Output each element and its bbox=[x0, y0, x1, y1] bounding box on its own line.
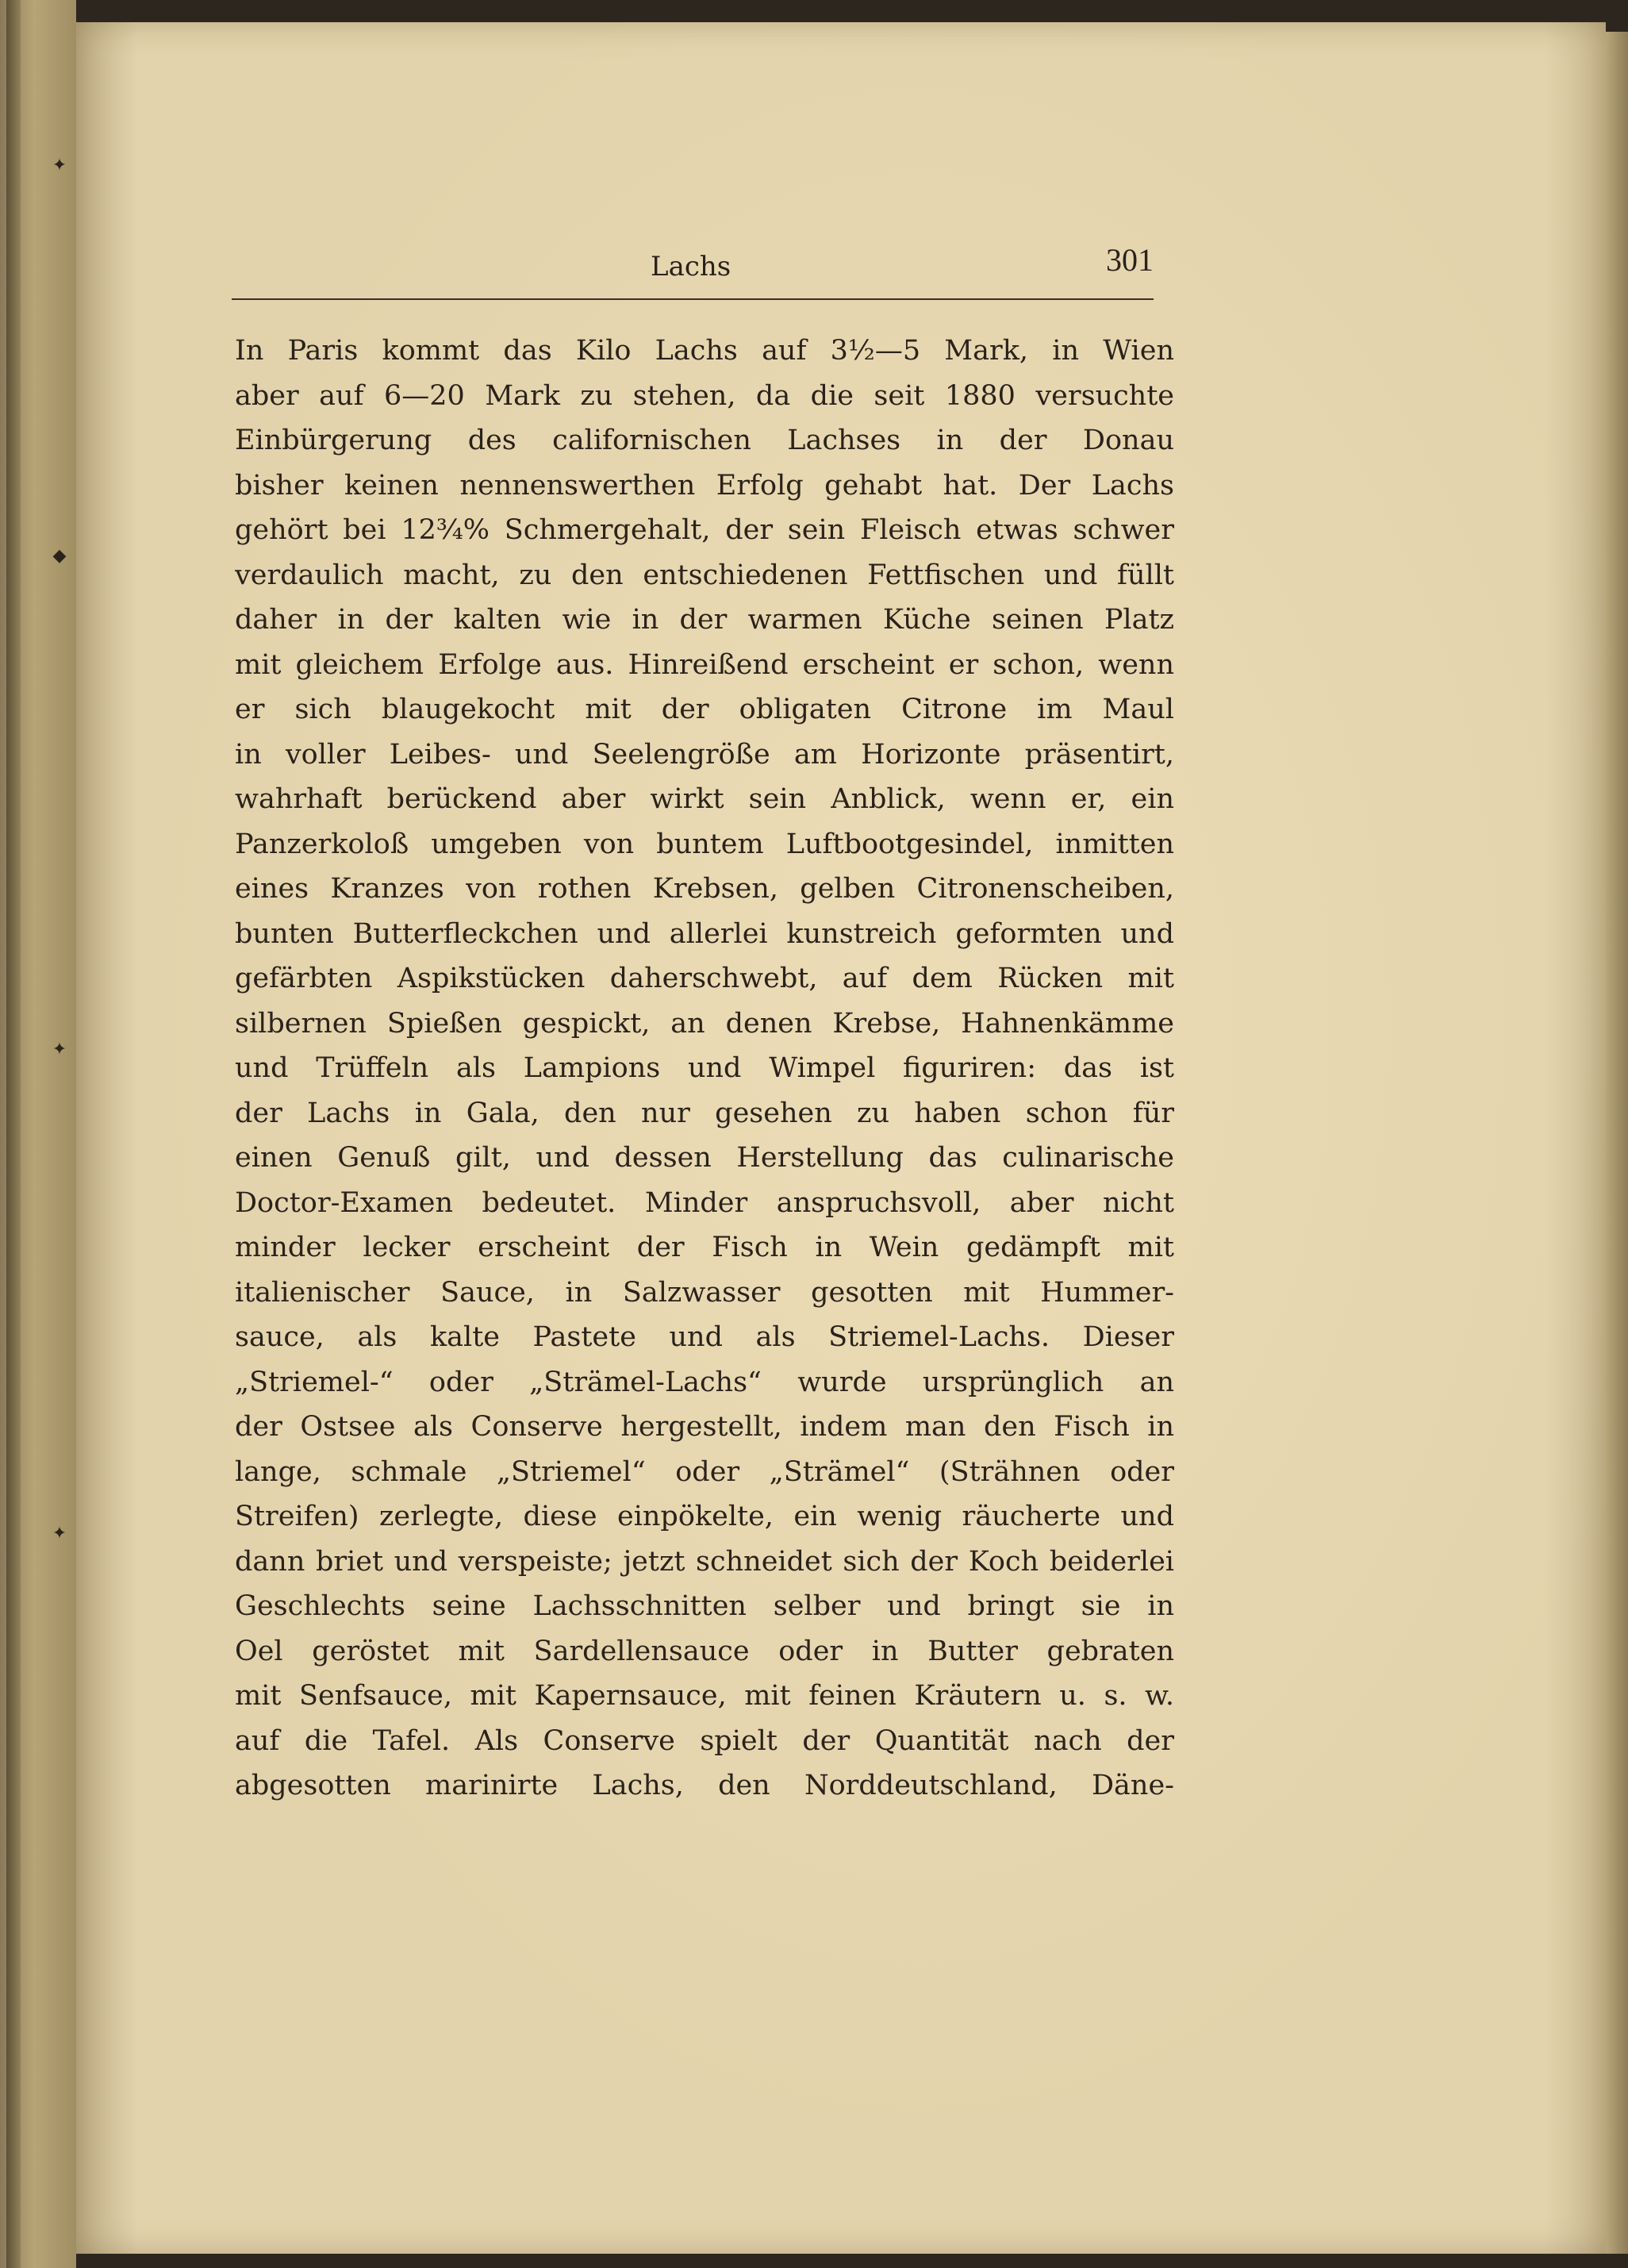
binding-stitch-icon: ◆ bbox=[52, 546, 67, 566]
text-line: italienischer Sauce, in Salzwasser gesotten mit Hummer- bbox=[235, 1276, 1174, 1309]
binding-stitch-icon: ✦ bbox=[52, 1040, 67, 1059]
text-line: einen Genuß gilt, und dessen Herstellung das culinarische bbox=[235, 1142, 1174, 1174]
text-line: Einbürgerung des californischen Lachses in der Donau bbox=[235, 425, 1174, 456]
binding-stitch-icon: ✦ bbox=[52, 156, 67, 175]
page-number: 301 bbox=[1106, 242, 1154, 278]
facing-page-edge bbox=[0, 0, 76, 2268]
text-line: abgesotten marinirte Lachs, den Norddeutschland, Däne- bbox=[235, 1770, 1174, 1801]
text-line: Doctor-Examen bedeutet. Minder anspruchsvoll, aber nicht bbox=[235, 1186, 1174, 1219]
text-line: wahrhaft berückend aber wirkt sein Anblick, wenn er, ein bbox=[235, 783, 1174, 815]
text-line: mit gleichem Erfolge aus. Hinreißend erscheint er schon, wenn bbox=[235, 648, 1174, 681]
text-line: mit Senfsauce, mit Kapernsauce, mit feinen Kräutern u. s. w. bbox=[235, 1680, 1174, 1712]
text-line: der Lachs in Gala, den nur gesehen zu haben schon für bbox=[235, 1097, 1174, 1129]
text-line: lange, schmale „Striemel“ oder „Strämel“ (Strähnen oder bbox=[235, 1455, 1174, 1488]
text-line: Streifen) zerlegte, diese einpökelte, ein wenig räucherte und bbox=[235, 1501, 1174, 1532]
text-line: minder lecker erscheint der Fisch in Wein gedämpft mit bbox=[235, 1232, 1174, 1263]
text-line: sauce, als kalte Pastete und als Striemel-Lachs. Dieser bbox=[235, 1321, 1174, 1353]
binding-stitch-icon: ✦ bbox=[52, 1524, 67, 1543]
text-line: dann briet und verspeiste; jetzt schneidet sich der Koch beiderlei bbox=[235, 1545, 1174, 1578]
text-line: Panzerkoloß umgeben von buntem Luftbootgesindel, inmitten bbox=[235, 828, 1174, 860]
text-line: aber auf 6—20 Mark zu stehen, da die seit 1880 versuchte bbox=[235, 379, 1174, 412]
text-line: silbernen Spießen gespickt, an denen Krebse, Hahnenkämme bbox=[235, 1007, 1174, 1040]
text-line: verdaulich macht, zu den entschiedenen Fettfischen und füllt bbox=[235, 559, 1174, 591]
body-text bbox=[235, 329, 1174, 1809]
text-line: eines Kranzes von rothen Krebsen, gelben Citronenscheiben, bbox=[235, 873, 1174, 905]
text-line: in voller Leibes- und Seelengröße am Horizonte präsentirt, bbox=[235, 738, 1174, 771]
text-line: der Ostsee als Conserve hergestellt, indem man den Fisch in bbox=[235, 1411, 1174, 1443]
text-line: bisher keinen nennenswerthen Erfolg gehabt hat. Der Lachs bbox=[235, 469, 1174, 502]
text-line: „Striemel-“ oder „Strämel-Lachs“ wurde ursprünglich an bbox=[235, 1366, 1174, 1398]
page-fore-edge bbox=[1606, 32, 1628, 2254]
text-line: er sich blaugekocht mit der obligaten Citrone im Maul bbox=[235, 694, 1174, 725]
text-line: Geschlechts seine Lachsschnitten selber und bringt sie in bbox=[235, 1590, 1174, 1622]
text-line: gefärbten Aspikstücken daherschwebt, auf dem Rücken mit bbox=[235, 963, 1174, 994]
page-header bbox=[232, 235, 1154, 298]
text-line: auf die Tafel. Als Conserve spielt der Quantität nach der bbox=[235, 1724, 1174, 1757]
text-line: gehört bei 12¾% Schmergehalt, der sein Fleisch etwas schwer bbox=[235, 514, 1174, 546]
text-line: In Paris kommt das Kilo Lachs auf 3½—5 Mark, in Wien bbox=[235, 335, 1174, 367]
text-line: bunten Butterfleckchen und allerlei kunstreich geformten und bbox=[235, 917, 1174, 950]
text-line: daher in der kalten wie in der warmen Küche seinen Platz bbox=[235, 604, 1174, 636]
text-line: Oel geröstet mit Sardellensauce oder in Butter gebraten bbox=[235, 1635, 1174, 1667]
running-head: Lachs bbox=[651, 251, 731, 283]
text-line: und Trüffeln als Lampions und Wimpel figuriren: das ist bbox=[235, 1052, 1174, 1084]
header-rule bbox=[232, 298, 1154, 300]
